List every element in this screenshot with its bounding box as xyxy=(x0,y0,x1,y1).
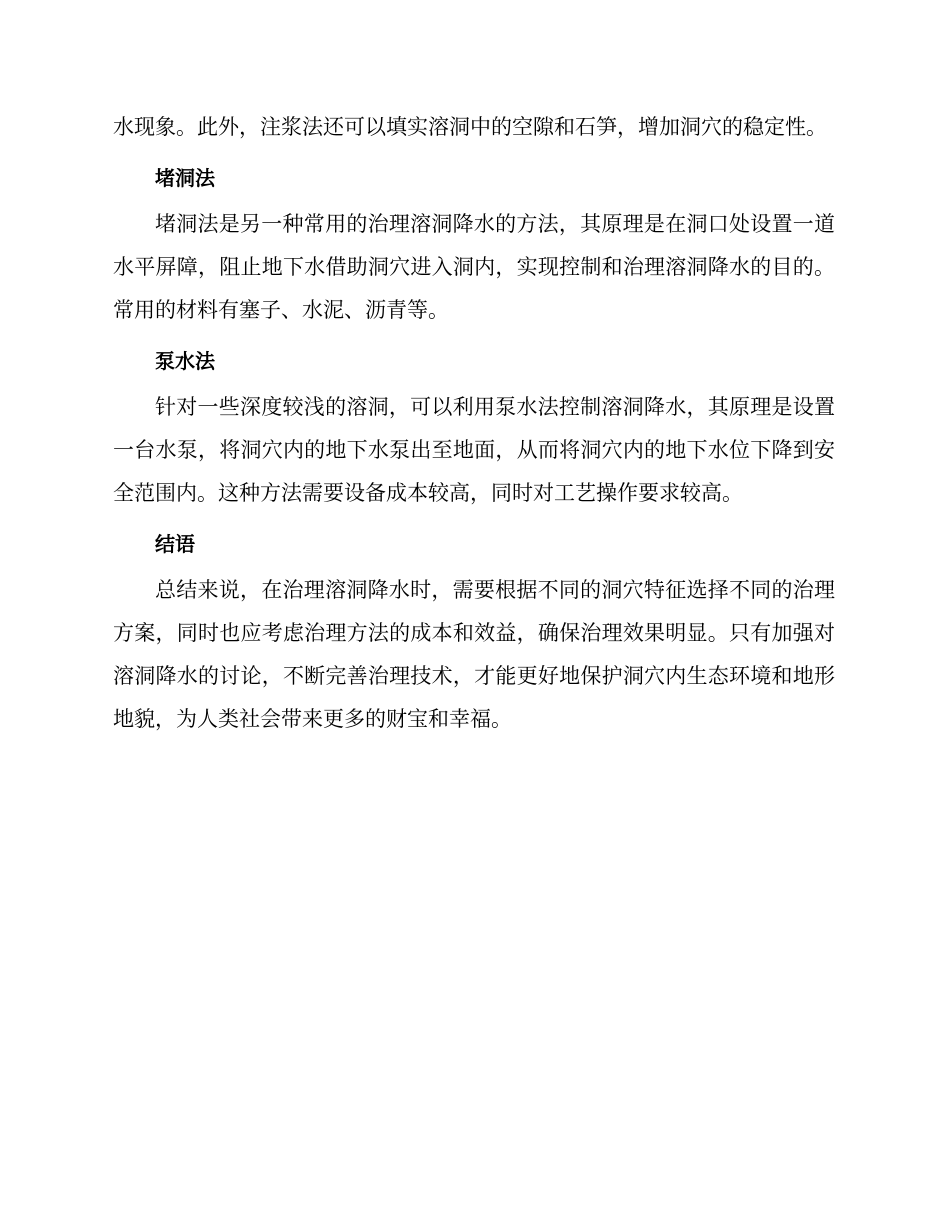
section-heading-plugging: 堵洞法 xyxy=(155,166,215,190)
section-heading-conclusion: 结语 xyxy=(155,532,195,556)
paragraph-conclusion: 总结来说，在治理溶洞降水时，需要根据不同的洞穴特征选择不同的治理方案，同时也应考虑治理方法的成本和效益，确保治理效果明显。只有加强对溶洞降水的讨论，不断完善治理技术，才能更好地保护洞穴内生态环境和地形地貌，为人类社会带来更多的财宝和幸福。 xyxy=(113,578,835,731)
paragraph-pumping: 针对一些深度较浅的溶洞，可以利用泵水法控制溶洞降水，其原理是设置一台水泵，将洞穴内的地下水泵出至地面，从而将洞穴内的地下水位下降到安全范围内。这种方法需要设备成本较高，同时对工艺操作要求较高。 xyxy=(113,395,835,505)
paragraph-plugging: 堵洞法是另一种常用的治理溶洞降水的方法，其原理是在洞口处设置一道水平屏障，阻止地下水借助洞穴进入洞内，实现控制和治理溶洞降水的目的。常用的材料有塞子、水泥、沥青等。 xyxy=(113,212,835,322)
paragraph-continuation: 水现象。此外，注浆法还可以填实溶洞中的空隙和石笋，增加洞穴的稳定性。 xyxy=(113,115,827,139)
document-body xyxy=(113,106,835,741)
section-heading-pumping: 泵水法 xyxy=(155,349,215,373)
